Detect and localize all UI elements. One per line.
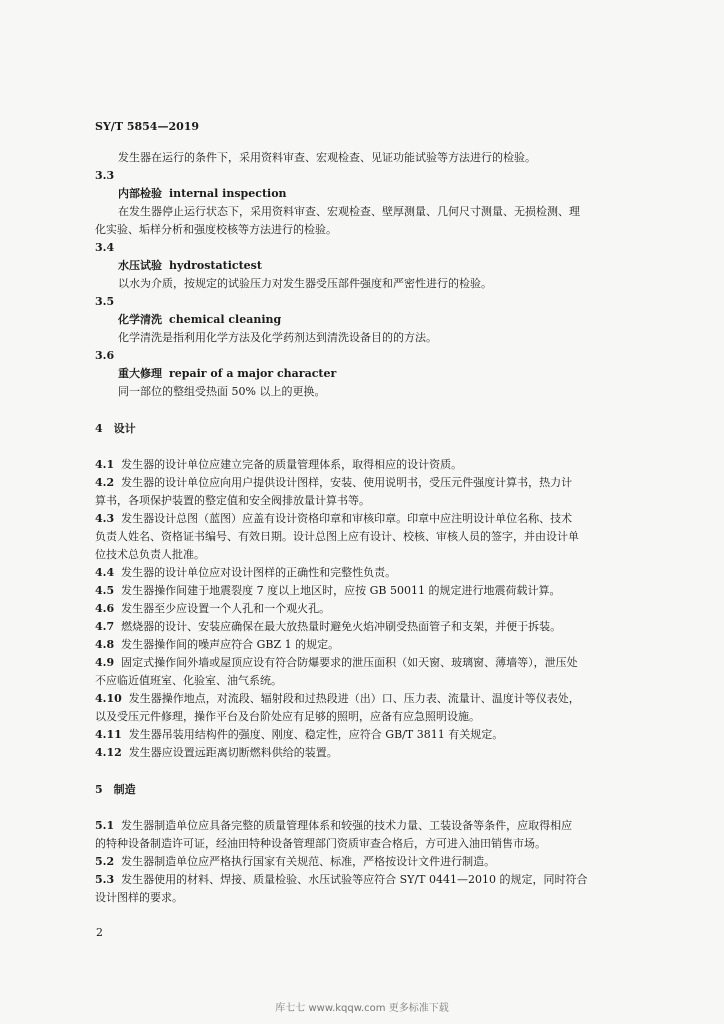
clause-line: 5.1 发生器制造单位应具备完整的质量管理体系和较强的技术力量、工装设备等条件，应取得相应 <box>95 819 573 832</box>
text-line: 以及受压元件修理，操作平台及台阶处应有足够的照明，应备有应急照明设施。 <box>95 710 480 723</box>
section-heading: 4 设计 <box>95 422 136 435</box>
term-heading: 水压试验 hydrostatictest <box>118 259 262 272</box>
clause-line: 4.12 发生器应设置远距离切断燃料供给的装置。 <box>95 746 338 759</box>
footer-link[interactable]: 库七七 www.kqqw.com 更多标准下载 <box>275 1003 449 1014</box>
text-line: 发生器在运行的条件下，采用资料审查、宏观检查、见证功能试验等方法进行的检验。 <box>118 151 536 164</box>
clause-number: 3.3 <box>95 169 115 182</box>
text-line: 化实验、垢样分析和强度校核等方法进行的检验。 <box>95 223 337 236</box>
text-line: 的特种设备制造许可证，经油田特种设备管理部门资质审查合格后，方可进入油田销售市场。 <box>95 837 546 850</box>
clause-line: 4.9 固定式操作间外墙或屋顶应设有符合防爆要求的泄压面积（如天窗、玻璃窗、薄墙等），泄压处 <box>95 656 578 669</box>
footer-watermark[interactable] <box>0 999 724 1014</box>
clause-line: 4.1 发生器的设计单位应建立完备的质量管理体系，取得相应的设计资质。 <box>95 458 463 471</box>
clause-number: 3.4 <box>95 241 115 254</box>
clause-number: 3.5 <box>95 295 115 308</box>
standard-number-header: SY/T 5854—2019 <box>95 120 200 133</box>
clause-line: 4.11 发生器吊装用结构件的强度、刚度、稳定性，应符合 GB/T 3811 有关规定。 <box>95 728 504 741</box>
text-line: 在发生器停止运行状态下，采用资料审查、宏观检查、壁厚测量、几何尺寸测量、无损检测、理 <box>118 205 580 218</box>
term-heading: 重大修理 repair of a major character <box>118 367 337 380</box>
text-line: 位技术总负责人批准。 <box>95 548 205 561</box>
text-line: 化学清洗是指利用化学方法及化学药剂达到清洗设备目的的方法。 <box>118 331 437 344</box>
text-line: 负责人姓名、资格证书编号、有效日期。设计总图上应有设计、校核、审核人员的签字，并由设计单 <box>95 530 579 543</box>
clause-line: 4.7 燃烧器的设计、安装应确保在最大放热量时避免火焰冲刷受热面管子和支架，并便于拆装。 <box>95 620 562 633</box>
text-line: 不应临近值班室、化验室、油气系统。 <box>95 674 282 687</box>
clause-line: 5.2 发生器制造单位应严格执行国家有关规范、标准，严格按设计文件进行制造。 <box>95 855 496 868</box>
clause-line: 4.10 发生器操作地点，对流段、辐射段和过热段进（出）口、压力表、流量计、温度计等仪表处， <box>95 692 580 705</box>
term-heading: 内部检验 internal inspection <box>118 187 287 200</box>
text-line: 算书，各项保护装置的整定值和安全阀排放量计算书等。 <box>95 494 370 507</box>
page-number: 2 <box>96 926 103 939</box>
text-line: 以水为介质，按规定的试验压力对发生器受压部件强度和严密性进行的检验。 <box>118 277 492 290</box>
section-heading: 5 制造 <box>95 783 136 796</box>
clause-line: 4.4 发生器的设计单位应对设计图样的正确性和完整性负责。 <box>95 566 397 579</box>
clause-line: 4.2 发生器的设计单位应向用户提供设计图样，安装、使用说明书，受压元件强度计算书，热力计 <box>95 476 573 489</box>
term-heading: 化学清洗 chemical cleaning <box>118 313 282 326</box>
clause-line: 4.6 发生器至少应设置一个人孔和一个观火孔。 <box>95 602 331 615</box>
clause-number: 3.6 <box>95 349 115 362</box>
clause-line: 4.5 发生器操作间建于地震裂度 7 度以上地区时，应按 GB 50011 的规定进行地震荷载计算。 <box>95 584 561 597</box>
clause-line: 4.3 发生器设计总图（蓝图）应盖有设计资格印章和审核印章。印章中应注明设计单位名称、技术 <box>95 512 573 525</box>
text-line: 设计图样的要求。 <box>95 891 183 904</box>
text-line: 同一部位的整组受热面 50% 以上的更换。 <box>118 385 326 398</box>
clause-line: 5.3 发生器使用的材料、焊接、质量检验、水压试验等应符合 SY/T 0441—2010 的规定，同时符合 <box>95 873 588 886</box>
clause-line: 4.8 发生器操作间的噪声应符合 GBZ 1 的规定。 <box>95 638 340 651</box>
